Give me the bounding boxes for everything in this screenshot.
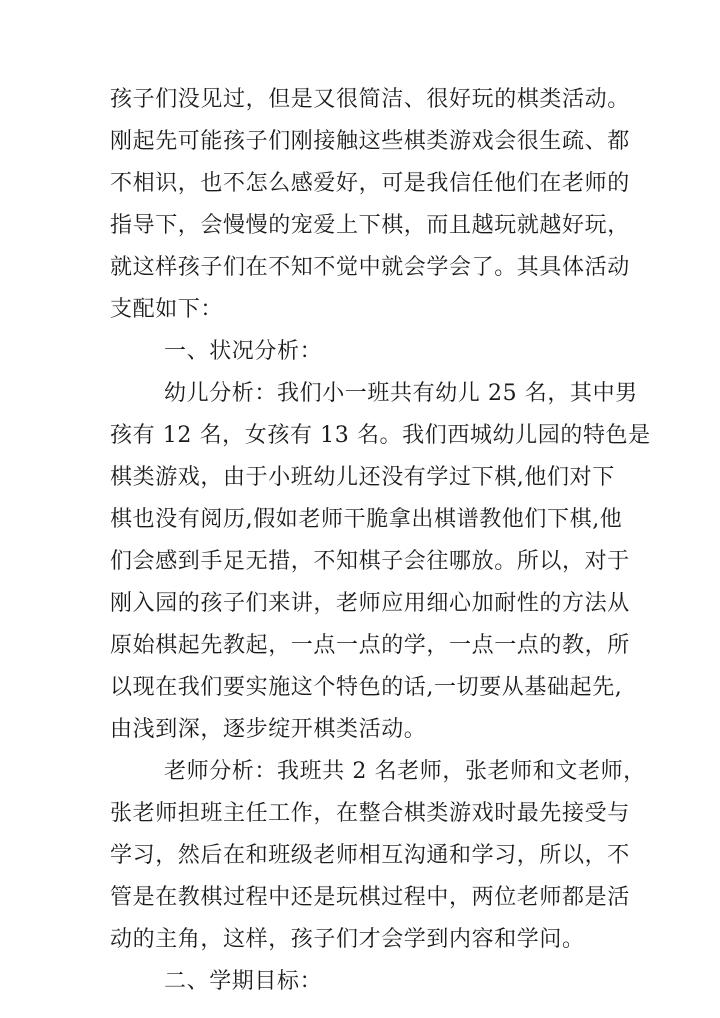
text-line: 不相识，也不怎么感爱好，可是我信任他们在老师的 [110,171,630,196]
text-line: 支配如下： [110,297,224,322]
text-line: 刚入园的孩子们来讲，老师应用细心加耐性的方法从 [110,591,630,616]
text-line: 张老师担班主任工作，在整合棋类游戏时最先接受与 [110,801,630,826]
text-line: 由浅到深，逐步绽开棋类活动。 [110,717,427,742]
text-line: 棋也没有阅历,假如老师干脆拿出棋谱教他们下棋,他 [110,507,623,532]
text-line: 原始棋起先教起，一点一点的学，一点一点的教，所 [110,633,630,658]
text-line: 幼儿分析：我们小一班共有幼儿 25 名，其中男 [164,381,638,406]
text-line: 动的主角，这样，孩子们才会学到内容和学问。 [110,927,585,952]
text-line: 孩子们没见过，但是又很简洁、很好玩的棋类活动。 [110,87,630,112]
text-line: 二、学期目标： [164,969,323,994]
text-line: 就这样孩子们在不知不觉中就会学会了。其具体活动 [110,255,630,280]
text-line: 指导下，会慢慢的宠爱上下棋，而且越玩就越好玩， [110,213,630,238]
document-page [110,79,651,1003]
text-line: 学习，然后在和班级老师相互沟通和学习，所以，不 [110,843,630,868]
text-line: 刚起先可能孩子们刚接触这些棋类游戏会很生疏、都 [110,129,630,154]
text-line: 管是在教棋过程中还是玩棋过程中，两位老师都是活 [110,885,630,910]
text-line: 以现在我们要实施这个特色的话,一切要从基础起先, [110,675,623,700]
text-line: 棋类游戏，由于小班幼儿还没有学过下棋,他们对下 [110,465,615,490]
text-line: 孩有 12 名，女孩有 13 名。我们西城幼儿园的特色是 [110,423,651,448]
text-line: 们会感到手足无措，不知棋子会往哪放。所以，对于 [110,549,630,574]
text-line: 老师分析：我班共 2 名老师，张老师和文老师， [164,759,646,784]
text-line: 一、状况分析： [164,339,323,364]
